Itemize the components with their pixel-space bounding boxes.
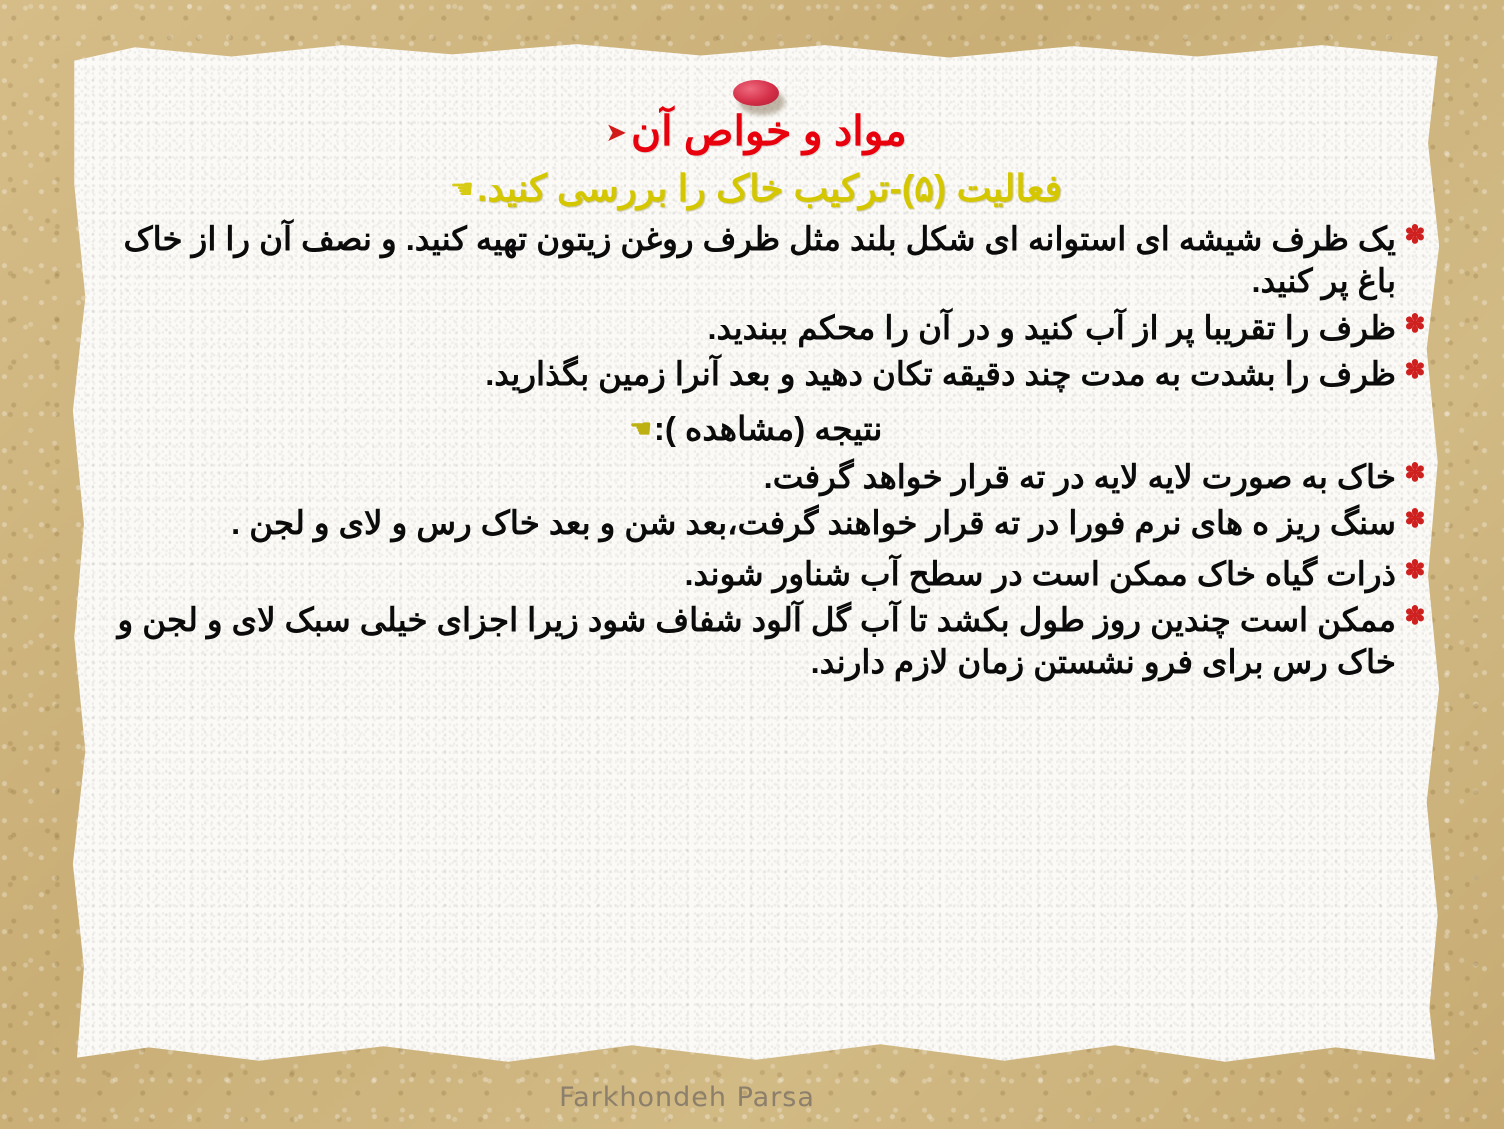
slide-content <box>86 56 1426 1036</box>
flower-bullet-icon: ✽ <box>1404 355 1426 384</box>
list-item <box>86 599 1426 684</box>
list-item-text: ظرف را بشدت به مدت چند دقیقه تکان دهید و بعد آنرا زمین بگذارید. <box>485 355 1396 392</box>
activity-subtitle-row <box>86 167 1426 210</box>
pointing-hand-icon: ☚ <box>629 415 652 444</box>
list-item <box>86 502 1426 544</box>
author-credit-text: Farkhondeh Parsa <box>559 1082 815 1113</box>
list-item-text: ظرف را تقریبا پر از آب کنید و در آن را محکم ببندید. <box>707 309 1396 346</box>
list-item <box>86 553 1426 595</box>
flower-bullet-icon: ✽ <box>1404 221 1426 250</box>
flower-bullet-icon: ✽ <box>1404 555 1426 584</box>
list-item <box>86 456 1426 498</box>
list-item <box>86 218 1426 303</box>
list-item-text: یک ظرف شیشه ای استوانه ای شکل بلند مثل ظرف روغن زیتون تهیه کنید. و نصف آن را از خاک باغ پر کنید. <box>123 221 1396 300</box>
flower-bullet-icon: ✽ <box>1404 601 1426 630</box>
list-item-text: سنگ ریز ه های نرم فورا در ته قرار خواهند گرفت،بعد شن و بعد خاک رس و لای و لجن . <box>231 505 1396 542</box>
list-item <box>86 353 1426 395</box>
list-item-text: ذرات گیاه خاک ممکن است در سطح آب شناور شوند. <box>684 555 1396 592</box>
author-credit <box>0 1082 1504 1113</box>
list-item-text: خاک به صورت لایه لایه در ته قرار خواهد گرفت. <box>763 459 1396 496</box>
arrow-bullet-icon: ➤ <box>605 117 628 147</box>
result-heading-row <box>86 409 1426 448</box>
flower-bullet-icon: ✽ <box>1404 459 1426 488</box>
slide-title-row <box>86 110 1426 153</box>
page-title: مواد و خواص آن <box>631 108 907 154</box>
flower-bullet-icon: ✽ <box>1404 505 1426 534</box>
list-item-text: ممکن است چندین روز طول بکشد تا آب گل آلود شفاف شود زیرا اجزای خیلی سبک لای و لجن و خاک رس برای فرو نشستن زمان لازم دارند. <box>117 601 1396 681</box>
list-item <box>86 307 1426 349</box>
result-heading: نتیجه (مشاهده ): <box>653 410 883 448</box>
activity-subtitle: فعالیت (۵)-ترکیب خاک را بررسی کنید. <box>477 168 1063 210</box>
pointing-hand-icon: ☚ <box>449 174 475 205</box>
flower-bullet-icon: ✽ <box>1404 309 1426 338</box>
push-pin-icon <box>733 80 779 106</box>
